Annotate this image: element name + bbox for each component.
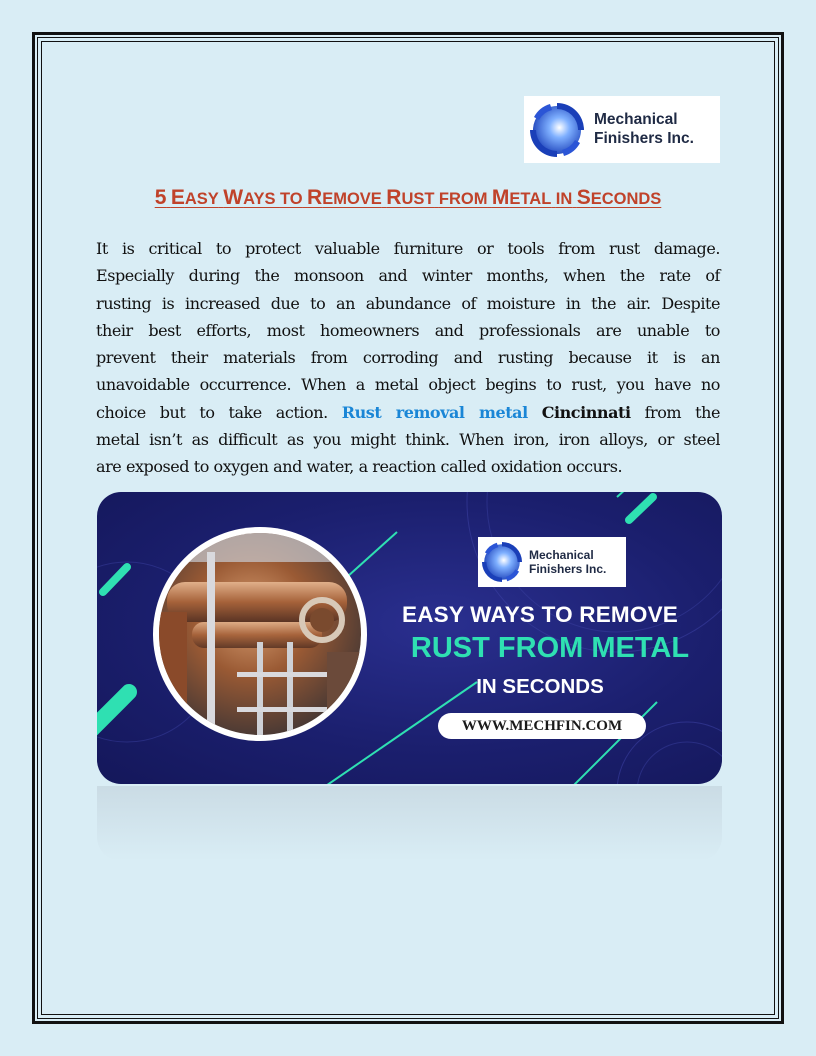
- company-logo: [524, 96, 720, 163]
- title-word-rest: ETAL: [509, 190, 552, 208]
- body-line: are exposed to oxygen and water, a reaction called oxidation occurs.: [96, 457, 623, 477]
- body-line-with-link: [96, 399, 720, 426]
- logo-text: [594, 111, 694, 148]
- logo-line-1: Mechanical: [529, 547, 594, 562]
- body-line: their best efforts, most homeowners and professionals are unable to: [96, 320, 720, 340]
- page-title: [90, 186, 726, 210]
- body-line: metal isn’t as difficult as you might think. When iron, iron alloys, or steel: [96, 430, 720, 450]
- title-word-rest: FROM: [438, 190, 488, 208]
- body-line: rusting is increased due to an abundance of moisture in the air. Despite: [96, 293, 720, 313]
- swirl-logo-icon: [526, 99, 588, 161]
- body-text: from the: [644, 402, 720, 422]
- title-word-rest: EMOVE: [322, 190, 382, 208]
- logo-text: [529, 548, 606, 576]
- title-word-cap: R: [386, 186, 402, 209]
- banner-reflection: [97, 786, 722, 861]
- location-text: Cincinnati: [541, 402, 631, 422]
- banner-headline-3: IN SECONDS: [476, 675, 604, 698]
- banner-logo: [478, 537, 626, 587]
- title-word-cap: W: [223, 186, 244, 209]
- title-word-rest: TO: [279, 190, 303, 208]
- title-word-rest: ASY: [184, 190, 219, 208]
- logo-line-2: Finishers Inc.: [594, 129, 694, 147]
- body-line: Especially during the monsoon and winter months, when the rate of: [96, 266, 720, 286]
- body-text: choice but to take action.: [96, 402, 328, 422]
- title-word: 5: [154, 186, 167, 209]
- title-word-rest: IN: [555, 190, 573, 208]
- banner-headline-1: EASY WAYS TO REMOVE: [402, 602, 678, 627]
- logo-line-2: Finishers Inc.: [529, 562, 607, 576]
- title-word-cap: R: [307, 186, 323, 209]
- body-paragraph: [96, 235, 720, 481]
- title-word-rest: ECONDS: [590, 190, 662, 208]
- swirl-logo-icon: [479, 539, 525, 585]
- title-word-rest: UST: [401, 190, 435, 208]
- body-line: It is critical to protect valuable furniture or tools from rust damage.: [96, 239, 720, 258]
- rust-removal-link[interactable]: Rust removal metal: [341, 402, 528, 422]
- title-word-rest: AYS: [243, 190, 276, 208]
- banner-headline-2: RUST FROM METAL: [410, 632, 690, 664]
- website-url-badge: WWW.MECHFIN.COM: [438, 713, 646, 739]
- logo-line-1: Mechanical: [594, 111, 678, 129]
- title-word-cap: S: [576, 186, 591, 209]
- body-line: unavoidable occurrence. When a metal object begins to rust, you have no: [96, 375, 720, 395]
- title-word-cap: M: [491, 186, 510, 209]
- title-word-cap: E: [170, 186, 185, 209]
- body-line: prevent their materials from corroding and rusting because it is an: [96, 348, 720, 368]
